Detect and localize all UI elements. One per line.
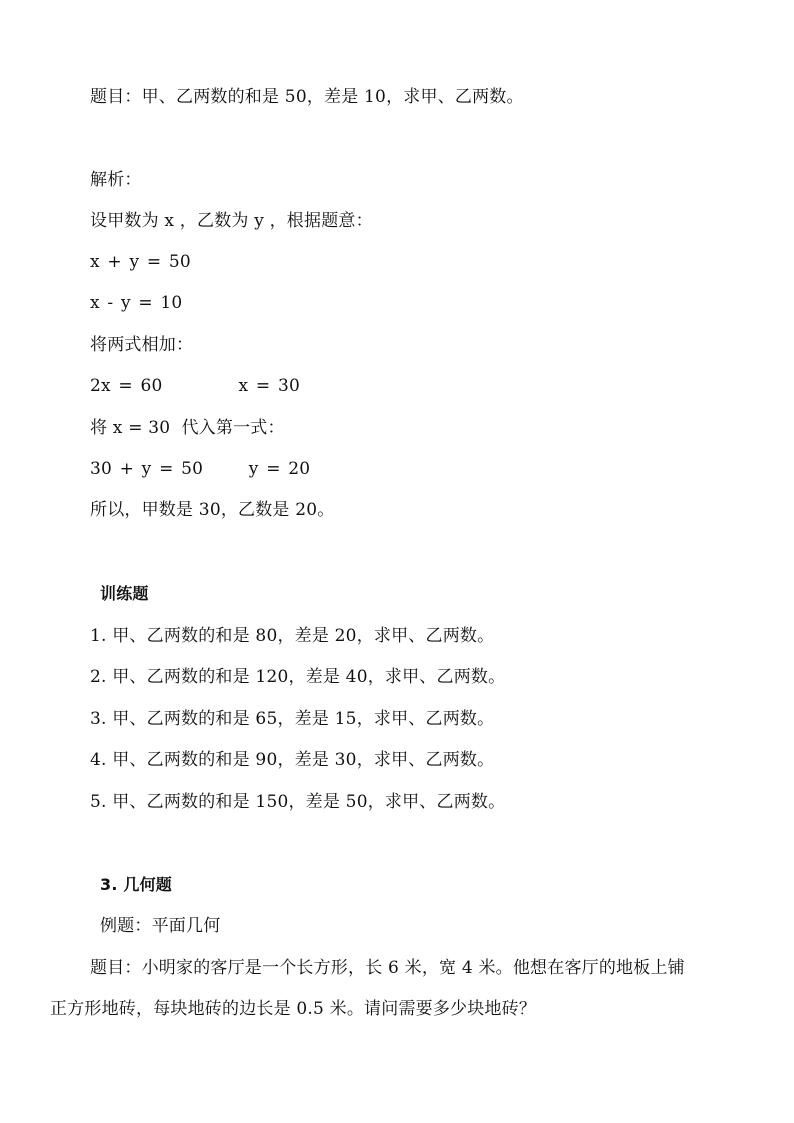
example-question: 题目：甲、乙两数的和是 50，差是 10，求甲、乙两数。 — [90, 87, 524, 107]
practice-item: 1. 甲、乙两数的和是 80，差是 20，求甲、乙两数。 — [90, 626, 495, 646]
practice-item: 3. 甲、乙两数的和是 65，差是 15，求甲、乙两数。 — [90, 709, 495, 729]
analysis-line: 将两式相加： — [90, 335, 194, 355]
analysis-line: 设甲数为 x ，乙数为 y ，根据题意： — [90, 211, 373, 231]
equation-line: 2x = 60 x = 30 — [90, 376, 300, 396]
geometry-example-label: 例题：平面几何 — [100, 916, 221, 936]
analysis-conclusion: 所以，甲数是 30，乙数是 20。 — [90, 500, 335, 520]
equation-line: 30 + y = 50 y = 20 — [90, 459, 311, 479]
practice-heading: 训练题 — [100, 584, 149, 603]
practice-item: 4. 甲、乙两数的和是 90，差是 30，求甲、乙两数。 — [90, 750, 495, 770]
analysis-heading: 解析： — [90, 170, 142, 190]
practice-item: 5. 甲、乙两数的和是 150，差是 50，求甲、乙两数。 — [90, 792, 506, 812]
practice-item: 2. 甲、乙两数的和是 120，差是 40，求甲、乙两数。 — [90, 667, 506, 687]
geometry-heading: 3. 几何题 — [100, 875, 172, 894]
analysis-line: 将 x = 30 代入第一式： — [90, 418, 285, 438]
equation-line: x + y = 50 — [90, 252, 191, 272]
geometry-question-line: 正方形地砖，每块地砖的边长是 0.5 米。请问需要多少块地砖？ — [50, 999, 537, 1019]
equation-line: x - y = 10 — [90, 293, 183, 313]
geometry-question-line: 题目：小明家的客厅是一个长方形，长 6 米，宽 4 米。他想在客厅的地板上铺 — [90, 958, 685, 978]
